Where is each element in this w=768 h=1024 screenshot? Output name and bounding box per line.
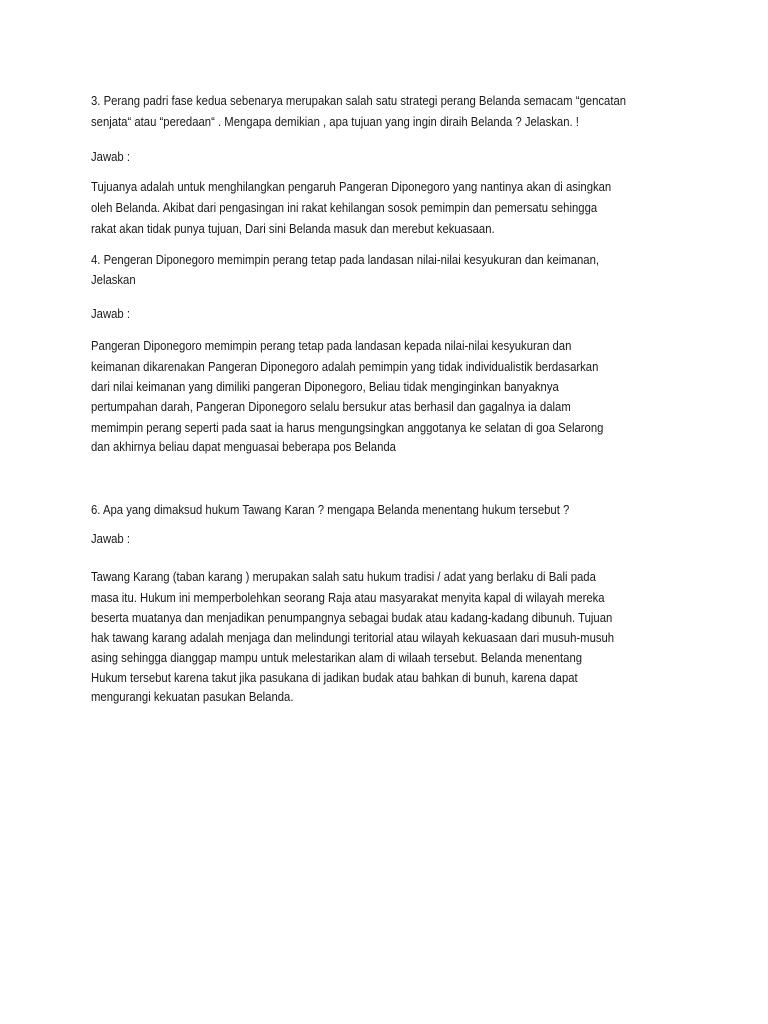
question-3-line: senjata“ atau “peredaan“ . Mengapa demikian , apa tujuan yang ingin diraih Belanda ? Jelaskan. ! [91, 114, 579, 129]
answer-6-line: beserta muatanya dan menjadikan penumpangnya sebagai budak atau kadang-kadang dibunuh. Tujuan [91, 610, 613, 625]
question-4-line: 4. Pengeran Diponegoro memimpin perang tetap pada landasan nilai-nilai kesyukuran dan keimanan, [91, 252, 600, 267]
answer-6-line: Tawang Karang (taban karang ) merupakan salah satu hukum tradisi / adat yang berlaku di Bali pada [91, 569, 596, 584]
answer-3-line: rakat akan tidak punya tujuan, Dari sini Belanda masuk dan merebut kekuasaan. [91, 221, 495, 236]
question-6-line: 6. Apa yang dimaksud hukum Tawang Karan ? mengapa Belanda menentang hukum tersebut ? [91, 502, 570, 517]
answer-label-6-line: Jawab : [91, 531, 130, 546]
answer-4-line: memimpin perang seperti pada saat ia harus mengungsingkan anggotanya ke selatan di goa Selarong [91, 420, 604, 435]
question-4-line: Jelaskan [91, 272, 136, 287]
answer-label-4-line: Jawab : [91, 306, 130, 321]
answer-6-line: Hukum tersebut karena takut jika pasukana di jadikan budak atau bahkan di bunuh, karena dapat [91, 670, 578, 685]
answer-4-line: keimanan dikarenakan Pangeran Diponegoro adalah pemimpin yang tidak individualistik berdasarkan [91, 359, 599, 374]
answer-4-line: dan akhirnya beliau dapat menguasai beberapa pos Belanda [91, 439, 396, 454]
answer-3-line: Tujuanya adalah untuk menghilangkan pengaruh Pangeran Diponegoro yang nantinya akan di asingkan [91, 179, 612, 194]
answer-6-line: hak tawang karang adalah menjaga dan melindungi teritorial atau wilayah kekuasaan dari musuh-musuh [91, 630, 615, 645]
answer-4-line: Pangeran Diponegoro memimpin perang tetap pada landasan kepada nilai-nilai kesyukuran dan [91, 338, 572, 353]
answer-6-line: masa itu. Hukum ini memperbolehkan seorang Raja atau masyarakat menyita kapal di wilayah mereka [91, 590, 605, 605]
answer-label-3-line: Jawab : [91, 149, 130, 164]
answer-6-line: mengurangi kekuatan pasukan Belanda. [91, 689, 294, 704]
answer-6-line: asing sehingga dianggap mampu untuk melestarikan alam di wilaah tersebut. Belanda menentang [91, 650, 583, 665]
answer-4-line: dari nilai keimanan yang dimiliki pangeran Diponegoro, Beliau tidak menginginkan banyaknya [91, 379, 559, 394]
question-3-line: 3. Perang padri fase kedua sebenarya merupakan salah satu strategi perang Belanda semacam “gencatan [91, 93, 627, 108]
answer-4-line: pertumpahan darah, Pangeran Diponegoro selalu bersukur atas berhasil dan gagalnya ia dalam [91, 399, 571, 414]
answer-3-line: oleh Belanda. Akibat dari pengasingan ini rakat kehilangan sosok pemimpin dan pemersatu sehingga [91, 200, 598, 215]
